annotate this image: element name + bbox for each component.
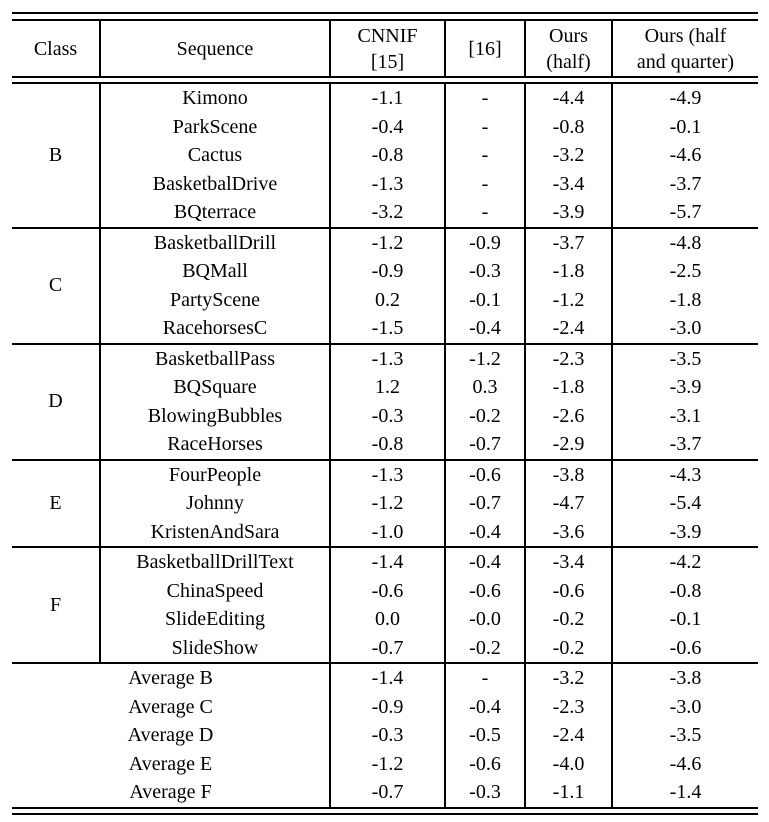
value-cell: -3.8: [612, 663, 758, 693]
table-row: [12, 314, 758, 344]
value-cell: -1.8: [525, 257, 612, 286]
value-cell: -0.4: [445, 547, 525, 577]
value-cell: -2.3: [525, 344, 612, 374]
sequence-cell: BasketbalDrive: [100, 170, 330, 199]
average-label-cell: Average C: [128, 695, 213, 718]
table-row: [12, 489, 758, 518]
value-cell: -0.9: [445, 228, 525, 258]
sequence-cell: BQSquare: [100, 373, 330, 402]
value-cell: -0.4: [330, 113, 445, 142]
value-cell: -0.7: [445, 489, 525, 518]
value-cell: -: [445, 83, 525, 113]
value-cell: -1.1: [330, 83, 445, 113]
bottom-double-rule: [12, 808, 758, 814]
sequence-cell: ParkScene: [100, 113, 330, 142]
value-cell: -0.6: [445, 460, 525, 490]
value-cell: -1.2: [525, 286, 612, 315]
value-cell: -0.2: [525, 605, 612, 634]
value-cell: -1.3: [330, 460, 445, 490]
value-cell: -: [445, 198, 525, 228]
value-cell: -2.4: [525, 314, 612, 344]
value-cell: -1.3: [330, 344, 445, 374]
value-cell: -0.8: [525, 113, 612, 142]
value-cell: -1.8: [612, 286, 758, 315]
header-label-line: Ours: [549, 24, 588, 47]
value-cell: -1.0: [330, 518, 445, 548]
value-cell: 0.3: [445, 373, 525, 402]
value-cell: -4.0: [525, 750, 612, 779]
sequence-cell: ChinaSpeed: [100, 577, 330, 606]
value-cell: -0.3: [330, 402, 445, 431]
top-double-rule: [12, 13, 758, 20]
value-cell: -1.4: [330, 547, 445, 577]
table-row: [12, 170, 758, 199]
value-cell: -2.6: [525, 402, 612, 431]
value-cell: -: [445, 113, 525, 142]
average-label-cell: Average B: [12, 663, 330, 693]
value-cell: -0.4: [445, 693, 525, 722]
value-cell: -1.2: [330, 489, 445, 518]
sequence-cell: BasketballDrill: [100, 228, 330, 258]
header-label-line: Class: [33, 37, 78, 60]
value-cell: -0.7: [330, 778, 445, 808]
average-row: [12, 778, 758, 808]
header-label-line: and quarter): [636, 50, 735, 73]
value-cell: -3.9: [612, 518, 758, 548]
table-row: [12, 577, 758, 606]
average-label-cell: Average E: [128, 752, 213, 775]
header-cell-cnnif15: [330, 20, 445, 77]
top-double-rule-line: [12, 13, 758, 20]
value-cell: -0.6: [445, 577, 525, 606]
value-cell: -4.8: [612, 228, 758, 258]
value-cell: -3.0: [612, 314, 758, 344]
table-body: [12, 13, 758, 814]
value-cell: -3.2: [330, 198, 445, 228]
sequence-cell: RaceHorses: [100, 430, 330, 460]
value-cell: -0.2: [525, 634, 612, 664]
header-label-line: Sequence: [176, 37, 254, 60]
value-cell: -3.4: [525, 170, 612, 199]
sequence-cell: Kimono: [100, 83, 330, 113]
results-table: [12, 12, 758, 815]
class-label-cell: B: [12, 83, 100, 228]
value-cell: -0.2: [445, 634, 525, 664]
value-cell: -4.4: [525, 83, 612, 113]
value-cell: -0.3: [445, 778, 525, 808]
value-cell: -0.8: [330, 430, 445, 460]
average-label-cell: Average F: [129, 781, 212, 803]
table-row: [12, 547, 758, 577]
sequence-cell: SlideShow: [100, 634, 330, 664]
header-label-line: CNNIF: [357, 24, 418, 47]
value-cell: -2.9: [525, 430, 612, 460]
class-label-cell: E: [12, 460, 100, 548]
average-row: [12, 663, 758, 693]
table-row: [12, 344, 758, 374]
value-cell: -0.3: [445, 257, 525, 286]
value-cell: -1.2: [330, 228, 445, 258]
value-cell: -0.6: [612, 634, 758, 664]
value-cell: 1.2: [330, 373, 445, 402]
header-cell-class: [12, 20, 100, 77]
value-cell: -0.6: [330, 577, 445, 606]
value-cell: -0.4: [445, 314, 525, 344]
header-cell-ours-half: [525, 20, 612, 77]
value-cell: -3.5: [612, 721, 758, 750]
value-cell: -0.2: [445, 402, 525, 431]
value-cell: -4.7: [525, 489, 612, 518]
class-label-cell: D: [12, 344, 100, 460]
sequence-cell: Johnny: [100, 489, 330, 518]
sequence-cell: PartyScene: [100, 286, 330, 315]
value-cell: -0.0: [445, 605, 525, 634]
value-cell: -0.1: [612, 113, 758, 142]
value-cell: -4.9: [612, 83, 758, 113]
table-row: [12, 430, 758, 460]
table-row: [12, 83, 758, 113]
table-row: [12, 460, 758, 490]
value-cell: -3.9: [525, 198, 612, 228]
sequence-cell: BQterrace: [100, 198, 330, 228]
value-cell: -0.6: [525, 577, 612, 606]
value-cell: -3.8: [525, 460, 612, 490]
value-cell: -0.3: [330, 721, 445, 750]
value-cell: -0.9: [330, 693, 445, 722]
value-cell: -3.7: [612, 170, 758, 199]
value-cell: -: [445, 141, 525, 170]
value-cell: -3.1: [612, 402, 758, 431]
value-cell: -3.9: [612, 373, 758, 402]
value-cell: -3.6: [525, 518, 612, 548]
header-label-line: [16]: [468, 37, 502, 60]
value-cell: -0.8: [612, 577, 758, 606]
table-row: [12, 286, 758, 315]
value-cell: -0.7: [445, 430, 525, 460]
table-row: [12, 518, 758, 548]
sequence-cell: RacehorsesC: [100, 314, 330, 344]
header-label-line: [15]: [370, 50, 405, 73]
table-row: [12, 634, 758, 664]
value-cell: -1.2: [445, 344, 525, 374]
value-cell: -1.8: [525, 373, 612, 402]
value-cell: -3.7: [525, 228, 612, 258]
table-row: [12, 141, 758, 170]
value-cell: -4.6: [612, 750, 758, 779]
header-cell-ref16: [445, 20, 525, 77]
header-label-line: (half): [546, 50, 591, 73]
value-cell: -5.7: [612, 198, 758, 228]
average-row: [12, 721, 758, 750]
value-cell: -3.5: [612, 344, 758, 374]
value-cell: -0.9: [330, 257, 445, 286]
sequence-cell: BasketballPass: [100, 344, 330, 374]
value-cell: -3.2: [525, 141, 612, 170]
value-cell: -1.2: [330, 750, 445, 779]
table-row: [12, 605, 758, 634]
class-label-cell: F: [12, 547, 100, 663]
value-cell: -4.6: [612, 141, 758, 170]
value-cell: -0.8: [330, 141, 445, 170]
sequence-cell: BlowingBubbles: [100, 402, 330, 431]
value-cell: -2.3: [525, 693, 612, 722]
value-cell: -0.4: [445, 518, 525, 548]
table-header-row: [12, 20, 758, 77]
average-row: [12, 750, 758, 779]
table-row: [12, 198, 758, 228]
bottom-double-rule-line: [12, 808, 758, 814]
value-cell: -0.5: [445, 721, 525, 750]
header-cell-ours-half-quarter: [612, 20, 758, 77]
value-cell: -3.4: [525, 547, 612, 577]
header-cell-sequence: [100, 20, 330, 77]
value-cell: -3.2: [525, 663, 612, 693]
value-cell: 0.0: [330, 605, 445, 634]
value-cell: -1.3: [330, 170, 445, 199]
table-row: [12, 257, 758, 286]
value-cell: -0.1: [612, 605, 758, 634]
average-row: [12, 693, 758, 722]
value-cell: -: [445, 170, 525, 199]
sequence-cell: BQMall: [100, 257, 330, 286]
table-row: [12, 373, 758, 402]
average-label-cell: Average D: [127, 724, 214, 746]
sequence-cell: FourPeople: [100, 460, 330, 490]
value-cell: -1.4: [612, 778, 758, 808]
value-cell: -5.4: [612, 489, 758, 518]
value-cell: -1.5: [330, 314, 445, 344]
value-cell: -0.1: [445, 286, 525, 315]
value-cell: -2.5: [612, 257, 758, 286]
value-cell: -3.0: [612, 693, 758, 722]
value-cell: -: [445, 663, 525, 693]
sequence-cell: BasketballDrillText: [100, 547, 330, 577]
value-cell: -2.4: [525, 721, 612, 750]
sequence-cell: Cactus: [100, 141, 330, 170]
value-cell: -0.7: [330, 634, 445, 664]
header-label-line: Ours (half: [644, 24, 727, 47]
value-cell: -0.6: [445, 750, 525, 779]
value-cell: -4.2: [612, 547, 758, 577]
value-cell: -4.3: [612, 460, 758, 490]
value-cell: -1.1: [525, 778, 612, 808]
table-row: [12, 402, 758, 431]
class-label-cell: C: [12, 228, 100, 344]
value-cell: 0.2: [330, 286, 445, 315]
sequence-cell: KristenAndSara: [100, 518, 330, 548]
table-row: [12, 228, 758, 258]
table-row: [12, 113, 758, 142]
value-cell: -1.4: [330, 663, 445, 693]
value-cell: -3.7: [612, 430, 758, 460]
sequence-cell: SlideEditing: [100, 605, 330, 634]
